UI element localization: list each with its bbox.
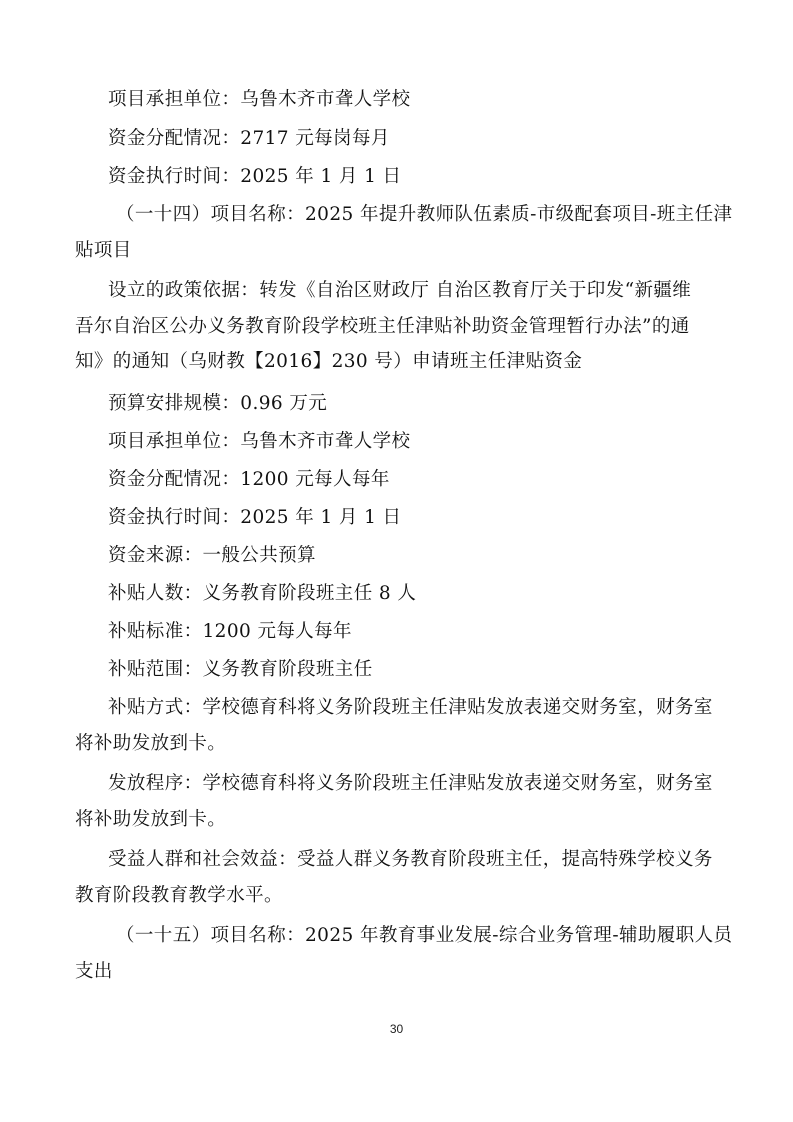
fund-allocation-line: [108, 121, 718, 157]
project-15-title-cont: 支出: [75, 960, 113, 982]
execution-time-text-2: 资金执行时间：2025 年 1 月 1 日: [108, 507, 402, 528]
execution-time-text: 资金执行时间：2025 年 1 月 1 日: [108, 166, 402, 187]
subsidy-scope-line: [108, 652, 718, 688]
fund-allocation-text: 资金分配情况：2717 元每岗每月: [108, 128, 390, 149]
subsidy-standard-line: [108, 614, 718, 650]
fund-allocation-line-2: [108, 462, 718, 498]
beneficiaries-paragraph: [75, 842, 718, 913]
undertaking-unit-text-2: 项目承担单位：乌鲁木齐市聋人学校: [108, 431, 411, 452]
project-14-heading: [75, 197, 733, 268]
budget-scale-line: [108, 386, 718, 422]
distribution-procedure-text-1: 发放程序：学校德育科将义务阶段班主任津贴发放表递交财务室，财务室: [108, 773, 713, 794]
distribution-procedure-paragraph: [75, 766, 718, 837]
policy-basis-text-3: 知》的通知（乌财教【2016】230 号）申请班主任津贴资金: [75, 351, 583, 372]
fund-source-line: [108, 538, 718, 574]
policy-basis-text-2: 吾尔自治区公办义务教育阶段学校班主任津贴补助资金管理暂行办法”的通: [75, 315, 690, 337]
project-14-title-cont: 贴项目: [75, 239, 132, 261]
subsidy-count-text: 补贴人数：义务教育阶段班主任 8 人: [108, 583, 417, 604]
policy-basis-text-1: 设立的政策依据：转发《自治区财政厅 自治区教育厅关于印发“新疆维: [108, 280, 692, 301]
undertaking-unit-text: 项目承担单位：乌鲁木齐市聋人学校: [108, 89, 411, 110]
project-15-heading: [75, 918, 733, 989]
subsidy-method-text-2: 将补助发放到卡。: [75, 732, 227, 754]
project-14-title: （一十四）项目名称：2025 年提升教师队伍素质-市级配套项目-班主任津: [116, 204, 733, 225]
fund-source-text: 资金来源：一般公共预算: [108, 545, 316, 566]
project-15-title: （一十五）项目名称：2025 年教育事业发展-综合业务管理-辅助履职人员: [116, 925, 733, 946]
beneficiaries-text-1: 受益人群和社会效益：受益人群义务教育阶段班主任，提高特殊学校义务: [108, 849, 713, 870]
execution-time-line-2: [108, 500, 718, 536]
execution-time-line: [108, 159, 718, 195]
budget-scale-text: 预算安排规模：0.96 万元: [108, 393, 328, 414]
page-number: 30: [389, 1022, 404, 1036]
subsidy-scope-text: 补贴范围：义务教育阶段班主任: [108, 659, 373, 680]
distribution-procedure-text-2: 将补助发放到卡。: [75, 808, 227, 830]
subsidy-count-line: [108, 576, 718, 612]
beneficiaries-text-2: 教育阶段教育教学水平。: [75, 884, 283, 906]
subsidy-method-text-1: 补贴方式：学校德育科将义务阶段班主任津贴发放表递交财务室，财务室: [108, 697, 713, 718]
undertaking-unit-line-2: [108, 424, 718, 460]
subsidy-method-paragraph: [75, 690, 718, 761]
policy-basis-paragraph: [75, 273, 718, 380]
subsidy-standard-text: 补贴标准：1200 元每人每年: [108, 621, 352, 642]
fund-allocation-text-2: 资金分配情况：1200 元每人每年: [108, 469, 390, 490]
undertaking-unit-line: [108, 82, 718, 118]
